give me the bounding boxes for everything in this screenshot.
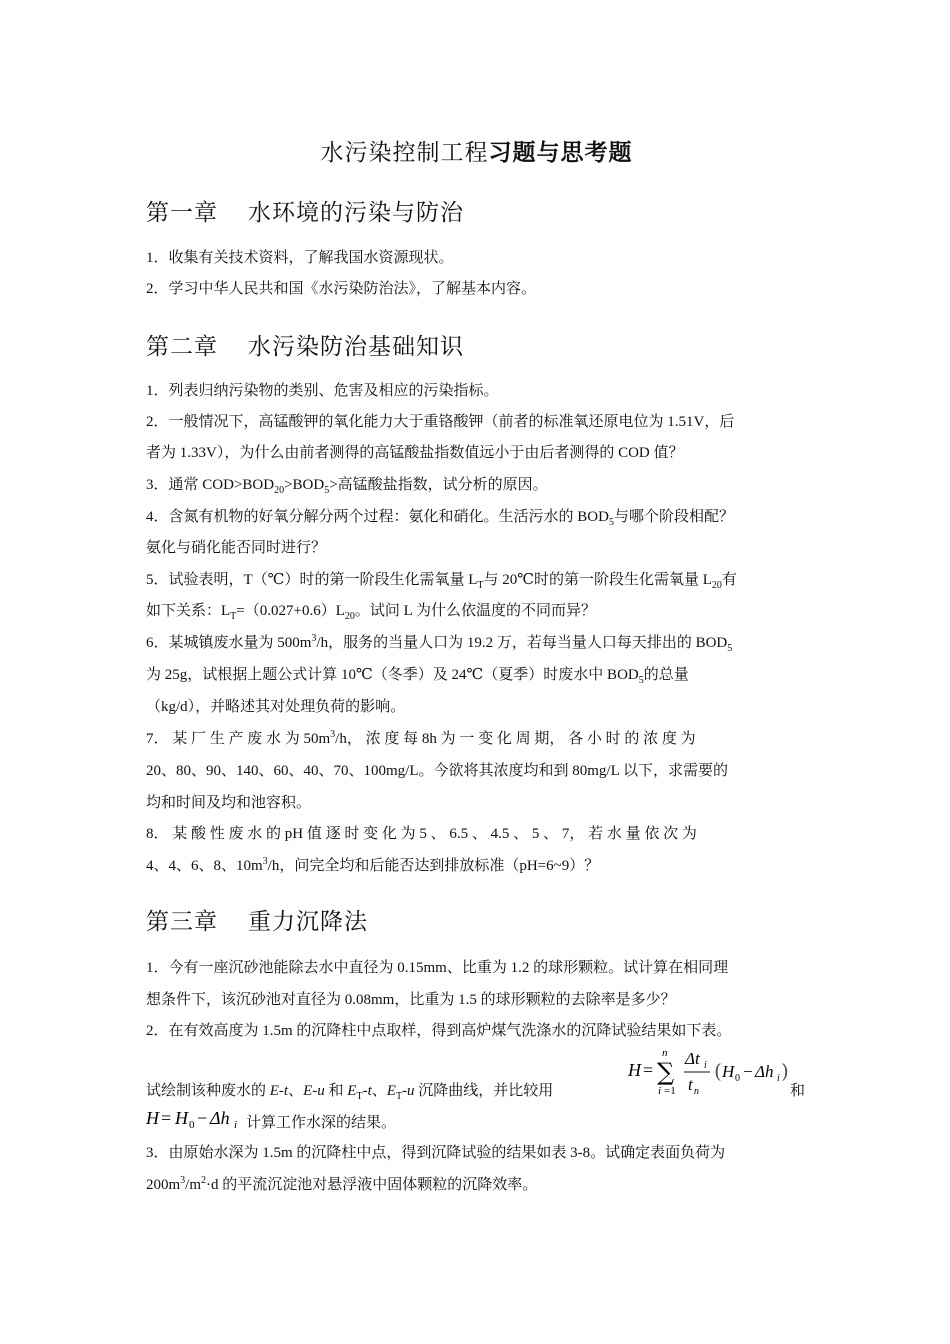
- ch3-question-3-line-2: $200m^3/m^2\cdot d$ 的平流沉淀池对悬浮液中固体颗粒的沉降效率。: [146, 1175, 538, 1193]
- chapter-label: 第二章: [146, 334, 218, 359]
- chapter-2-heading: [146, 330, 464, 364]
- ch2-question-6-line-2: 为 25g，试根据上题公式计算 10℃（冬季）及 24℃（夏季）时废水中 $BOD_5$的总量: [146, 667, 689, 686]
- ch2-question-2-line-1: 2．一般情况下，高锰酸钾的氧化能力大于重铬酸钾（前者的标准氧还原电位为 1.51V，后: [146, 414, 735, 430]
- chapter-name: 水污染防治基础知识: [248, 334, 464, 359]
- ch2-question-3: 3．通常 $COD>BOD_{20}>BOD_5>$高锰酸盐指数，试分析的原因。: [146, 477, 548, 496]
- ch2-question-7-line-2: 20、80、90、140、60、40、70、100mg/L。今欲将其浓度均和到 80mg/L 以下，求需要的: [146, 763, 728, 779]
- ch2-question-6-line-1: 6．某城镇废水量为 $500m^3/h$，服务的当量人口为 19.2 万，若每当量人口每天排出的 $BOD_5$: [146, 633, 733, 654]
- formula-summation: [624, 1042, 794, 1100]
- svg-text:H: H: [146, 1108, 159, 1128]
- ch2-question-2-line-2: 者为 1.33V），为什么由前者测得的高锰酸盐指数值远小于由后者测得的 COD 值？: [146, 445, 684, 461]
- ch2-question-1: 1．列表归纳污染物的类别、危害及相应的污染指标。: [146, 383, 499, 399]
- svg-text:n: n: [694, 1086, 699, 1097]
- ch2-question-7-line-3: 均和时间及均和池容积。: [146, 795, 312, 811]
- svg-text:i: i: [704, 1060, 707, 1071]
- chapter-1-heading: [146, 196, 464, 230]
- svg-text:Δh: Δh: [755, 1062, 774, 1081]
- svg-text:H: H: [628, 1060, 641, 1080]
- svg-text:t: t: [688, 1075, 693, 1094]
- ch3-question-2-line-2: 试绘制该种废水的 E-t、E-u 和 $E_T-t$、$E_T-u$ 沉降曲线，并比较用: [146, 1083, 554, 1102]
- svg-text:i: i: [658, 1085, 662, 1097]
- chapter-name: 水环境的污染与防治: [248, 200, 464, 225]
- ch2-question-4-line-2: 氨化与硝化能否同时进行？: [146, 540, 327, 556]
- ch2-question-5-line-1: 5．试验表明，T（℃）时的第一阶段生化需氧量 $L_T$与 20℃时的第一阶段生化需氧量 $L_{20}$有: [146, 572, 737, 591]
- svg-text:−: −: [743, 1062, 753, 1081]
- formula-depth: [144, 1104, 254, 1132]
- ch3-question-2-line-1: 2．在有效高度为 1.5m 的沉降柱中点取样，得到高炉煤气洗涤水的沉降试验结果如下表。: [146, 1023, 732, 1039]
- svg-text:i: i: [777, 1073, 780, 1084]
- ch3-question-1-line-2: 想条件下，该沉砂池对直径为 0.08mm，比重为 1.5 的球形颗粒的去除率是多少？: [146, 992, 676, 1008]
- chapter-3-heading: [146, 905, 368, 939]
- title-normal: 水污染控制工程: [320, 140, 489, 165]
- page-title: [146, 136, 807, 170]
- svg-text:H: H: [175, 1108, 188, 1128]
- svg-text:=1: =1: [664, 1085, 676, 1097]
- svg-text:i: i: [234, 1119, 238, 1131]
- ch3-question-3-line-1: 3．由原始水深为 1.5m 的沉降柱中点，得到沉降试验的结果如表 3-8。试确定表面负荷为: [146, 1145, 726, 1161]
- chapter-name: 重力沉降法: [248, 909, 368, 934]
- svg-text:): ): [781, 1059, 789, 1083]
- ch1-question-1: 1．收集有关技术资料，了解我国水资源现状。: [146, 250, 454, 266]
- title-bold: 习题与思考题: [488, 140, 633, 166]
- and-text: 和: [790, 1083, 806, 1099]
- ch2-question-8-line-1: 8． 某 酸 性 废 水 的 pH 值 逐 时 变 化 为 5 、 6.5 、 4.5 、 5 、 7， 若 水 量 依 次 为: [146, 826, 697, 842]
- svg-text:∑: ∑: [657, 1058, 675, 1086]
- svg-text:=: =: [161, 1108, 172, 1128]
- svg-text:0: 0: [735, 1073, 740, 1084]
- ch1-question-2: 2．学习中华人民共和国《水污染防治法》，了解基本内容。: [146, 281, 537, 297]
- svg-text:H: H: [722, 1062, 735, 1081]
- svg-text:n: n: [662, 1047, 668, 1059]
- svg-text:−: −: [197, 1108, 208, 1128]
- svg-text:=: =: [643, 1060, 654, 1080]
- ch2-question-7-line-1: 7． 某 厂 生 产 废 水 为 $50m^3/h$， 浓 度 每 8h 为 一 变 化 周 期， 各 小 时 的 浓 度 为: [146, 729, 696, 747]
- ch2-question-8-line-2: 4、4、6、8、$10m^3/h$，问完全均和后能否达到排放标准（pH=6~9）？: [146, 856, 600, 874]
- ch2-question-4-line-1: 4．含氮有机物的好氧分解分两个过程：氨化和硝化。生活污水的 $BOD_5$与哪个阶段相配？: [146, 509, 734, 528]
- chapter-label: 第一章: [146, 200, 218, 225]
- chapter-label: 第三章: [146, 909, 218, 934]
- ch2-question-5-line-2: 如下关系：$L_T=(0.027+0.6)L_{20}$。试问 L 为什么依温度的不同而异？: [146, 603, 596, 622]
- svg-text:(: (: [714, 1059, 722, 1083]
- ch3-question-2-line-3: 计算工作水深的结果。: [246, 1115, 397, 1131]
- ch2-question-6-line-3: （kg/d），并略述其对处理负荷的影响。: [146, 699, 406, 715]
- ch3-question-1-line-1: 1．今有一座沉砂池能除去水中直径为 0.15mm、比重为 1.2 的球形颗粒。试计算在相同理: [146, 960, 729, 976]
- svg-text:Δt: Δt: [685, 1049, 700, 1068]
- svg-text:Δh: Δh: [210, 1108, 230, 1128]
- svg-text:0: 0: [189, 1119, 195, 1131]
